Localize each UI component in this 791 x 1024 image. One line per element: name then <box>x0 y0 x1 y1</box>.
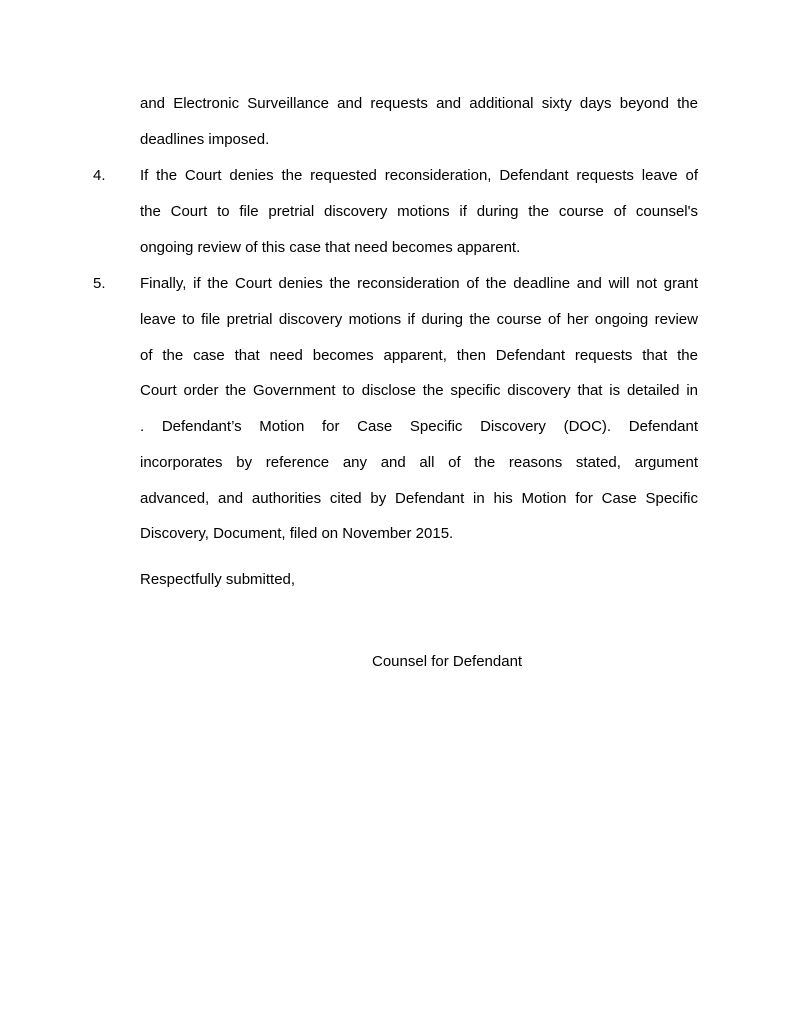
paragraph-line: leave to file pretrial discovery motions if during the course of her ongoing review <box>140 311 698 328</box>
paragraph-line: Court order the Government to disclose the specific discovery that is detailed in <box>140 382 698 399</box>
closing-text: Respectfully submitted, <box>140 571 296 588</box>
paragraph-line: of the case that need becomes apparent, then Defendant requests that the <box>140 347 698 364</box>
paragraph-line: deadlines imposed. <box>140 131 270 148</box>
signature-title: Counsel for Defendant <box>372 653 523 670</box>
paragraph-line: incorporates by reference any and all of the reasons stated, argument <box>140 454 698 471</box>
paragraph-line: Discovery, Document, filed on November 2015. <box>140 525 454 542</box>
paragraph-line: If the Court denies the requested reconsideration, Defendant requests leave of <box>140 167 698 184</box>
list-item-number: 4. <box>93 167 106 184</box>
paragraph-line: Finally, if the Court denies the reconsideration of the deadline and will not grant <box>140 275 698 292</box>
list-item-number: 5. <box>93 275 106 292</box>
paragraph-line: ongoing review of this case that need becomes apparent. <box>140 239 521 256</box>
paragraph-line: the Court to file pretrial discovery motions if during the course of counsel's <box>140 203 698 220</box>
paragraph-line: and Electronic Surveillance and requests and additional sixty days beyond the <box>140 95 698 112</box>
paragraph-line: . Defendant’s Motion for Case Specific Discovery (DOC). Defendant <box>140 418 698 435</box>
paragraph-line: advanced, and authorities cited by Defendant in his Motion for Case Specific <box>140 490 698 507</box>
